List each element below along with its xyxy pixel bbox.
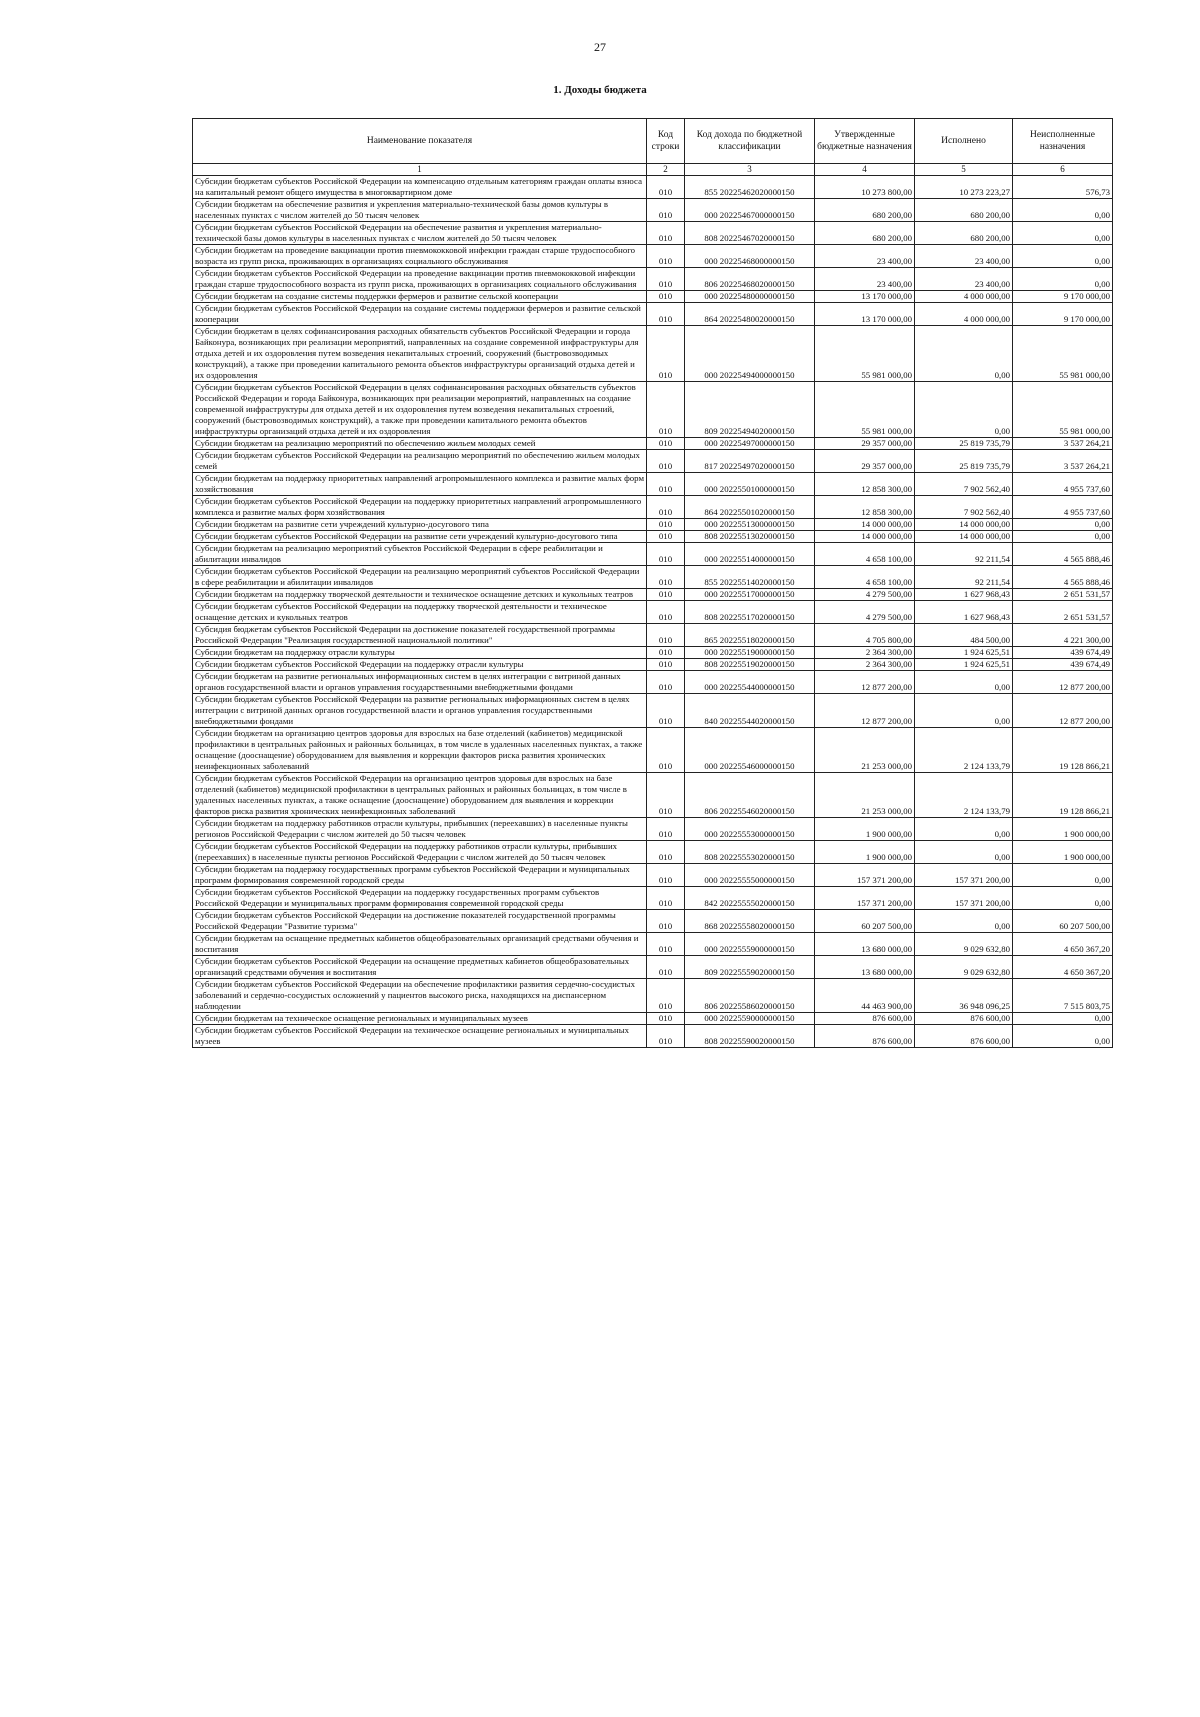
row-income-code: 000 20225555000000150 xyxy=(685,864,815,887)
row-name: Субсидии бюджетам субъектов Российской Федерации на проведение вакцинации против пневмококковой инфекции граждан старше трудоспособного возраста из групп риска, проживающих в организациях социального обслуживания xyxy=(193,268,647,291)
row-line-code: 010 xyxy=(647,864,685,887)
row-line-code: 010 xyxy=(647,818,685,841)
row-executed: 0,00 xyxy=(915,694,1013,728)
row-name: Субсидии бюджетам на организацию центров здоровья для взрослых на базе отделений (кабинетов) медицинской профилактики в центральных районных и районных больницах, в том числе в удаленных населенных пунктах, а также оснащение (дооснащение) оборудованием для выявления и коррекции факторов риска развития хронических неинфекционных заболеваний xyxy=(193,728,647,773)
table-row xyxy=(193,543,1113,566)
table-row xyxy=(193,382,1113,438)
column-number-row xyxy=(193,164,1113,176)
table-row xyxy=(193,291,1113,303)
row-unexecuted: 439 674,49 xyxy=(1013,647,1113,659)
row-line-code: 010 xyxy=(647,1025,685,1048)
row-name: Субсидии бюджетам субъектов Российской Федерации на достижение показателей государственной программы Российской Федерации "Развитие туризма" xyxy=(193,910,647,933)
row-unexecuted: 55 981 000,00 xyxy=(1013,382,1113,438)
row-line-code: 010 xyxy=(647,450,685,473)
row-unexecuted: 576,73 xyxy=(1013,176,1113,199)
table-row xyxy=(193,496,1113,519)
row-unexecuted: 0,00 xyxy=(1013,531,1113,543)
row-unexecuted: 1 900 000,00 xyxy=(1013,818,1113,841)
row-income-code: 808 20225467020000150 xyxy=(685,222,815,245)
row-approved: 4 279 500,00 xyxy=(815,601,915,624)
row-approved: 21 253 000,00 xyxy=(815,773,915,818)
row-name: Субсидии бюджетам субъектов Российской Федерации на создание системы поддержки фермеров и развитие сельской кооперации xyxy=(193,303,647,326)
row-name: Субсидии бюджетам на техническое оснащение региональных и муниципальных музеев xyxy=(193,1013,647,1025)
row-name: Субсидии бюджетам в целях софинансирования расходных обязательств субъектов Российской Федерации и города Байконура, возникающих при реализации мероприятий, направленных на создание современной инфраструктуры для отдыха детей и их оздоровления путем возведения некапитальных строений, сооружений (быстровозводимых конструкций), а также при проведении капитального ремонта объектов инфраструктуры организаций отдыха детей и их оздоровления xyxy=(193,326,647,382)
row-executed: 14 000 000,00 xyxy=(915,531,1013,543)
row-name: Субсидии бюджетам на поддержку приоритетных направлений агропромышленного комплекса и развитие малых форм хозяйствования xyxy=(193,473,647,496)
row-approved: 13 170 000,00 xyxy=(815,291,915,303)
row-line-code: 010 xyxy=(647,291,685,303)
row-approved: 29 357 000,00 xyxy=(815,450,915,473)
row-income-code: 806 20225586020000150 xyxy=(685,979,815,1013)
row-line-code: 010 xyxy=(647,326,685,382)
row-unexecuted: 4 955 737,60 xyxy=(1013,473,1113,496)
row-executed: 9 029 632,80 xyxy=(915,956,1013,979)
row-line-code: 010 xyxy=(647,624,685,647)
row-approved: 13 680 000,00 xyxy=(815,933,915,956)
row-line-code: 010 xyxy=(647,496,685,519)
row-line-code: 010 xyxy=(647,543,685,566)
table-row xyxy=(193,519,1113,531)
row-executed: 9 029 632,80 xyxy=(915,933,1013,956)
row-name: Субсидии бюджетам на поддержку государственных программ субъектов Российской Федерации и муниципальных программ формирования современной городской среды xyxy=(193,864,647,887)
row-name: Субсидии бюджетам субъектов Российской Федерации на оснащение предметных кабинетов общеобразовательных организаций средствами обучения и воспитания xyxy=(193,956,647,979)
row-income-code: 868 20225558020000150 xyxy=(685,910,815,933)
header-row xyxy=(193,119,1113,164)
row-name: Субсидии бюджетам на реализацию мероприятий субъектов Российской Федерации в сфере реабилитации и абилитации инвалидов xyxy=(193,543,647,566)
table-row xyxy=(193,624,1113,647)
row-approved: 14 000 000,00 xyxy=(815,519,915,531)
row-name: Субсидии бюджетам на проведение вакцинации против пневмококковой инфекции граждан старше трудоспособного возраста из групп риска, проживающих в организациях социального обслуживания xyxy=(193,245,647,268)
row-income-code: 000 20225497000000150 xyxy=(685,438,815,450)
row-name: Субсидии бюджетам субъектов Российской Федерации на компенсацию отдельным категориям граждан оплаты взноса на капитальный ремонт общего имущества в многоквартирном доме xyxy=(193,176,647,199)
table-row xyxy=(193,979,1113,1013)
row-income-code: 000 20225480000000150 xyxy=(685,291,815,303)
table-row xyxy=(193,245,1113,268)
row-line-code: 010 xyxy=(647,268,685,291)
column-number: 2 xyxy=(647,164,685,176)
row-name: Субсидии бюджетам субъектов Российской Федерации на поддержку работников отрасли культуры, прибывших (переехавших) в населенные пункты регионов Российской Федерации с числом жителей до 50 тысяч человек xyxy=(193,841,647,864)
row-income-code: 817 20225497020000150 xyxy=(685,450,815,473)
row-unexecuted: 0,00 xyxy=(1013,245,1113,268)
row-line-code: 010 xyxy=(647,473,685,496)
row-executed: 0,00 xyxy=(915,326,1013,382)
row-line-code: 010 xyxy=(647,728,685,773)
row-unexecuted: 0,00 xyxy=(1013,1025,1113,1048)
row-unexecuted: 0,00 xyxy=(1013,887,1113,910)
row-unexecuted: 9 170 000,00 xyxy=(1013,303,1113,326)
table-row xyxy=(193,326,1113,382)
row-name: Субсидии бюджетам на поддержку отрасли культуры xyxy=(193,647,647,659)
row-approved: 14 000 000,00 xyxy=(815,531,915,543)
row-unexecuted: 55 981 000,00 xyxy=(1013,326,1113,382)
row-income-code: 000 20225517000000150 xyxy=(685,589,815,601)
row-approved: 55 981 000,00 xyxy=(815,382,915,438)
row-executed: 680 200,00 xyxy=(915,199,1013,222)
row-unexecuted: 0,00 xyxy=(1013,222,1113,245)
row-unexecuted: 9 170 000,00 xyxy=(1013,291,1113,303)
header-line-code: Код строки xyxy=(647,119,685,164)
table-row xyxy=(193,268,1113,291)
row-unexecuted: 2 651 531,57 xyxy=(1013,601,1113,624)
row-unexecuted: 0,00 xyxy=(1013,1013,1113,1025)
row-executed: 25 819 735,79 xyxy=(915,438,1013,450)
row-line-code: 010 xyxy=(647,659,685,671)
table-row xyxy=(193,773,1113,818)
row-executed: 2 124 133,79 xyxy=(915,728,1013,773)
column-number: 6 xyxy=(1013,164,1113,176)
row-line-code: 010 xyxy=(647,199,685,222)
row-approved: 4 658 100,00 xyxy=(815,543,915,566)
row-unexecuted: 439 674,49 xyxy=(1013,659,1113,671)
row-line-code: 010 xyxy=(647,979,685,1013)
row-income-code: 000 20225468000000150 xyxy=(685,245,815,268)
row-line-code: 010 xyxy=(647,222,685,245)
header-approved: Утвержденные бюджетные назначения xyxy=(815,119,915,164)
row-approved: 12 858 300,00 xyxy=(815,496,915,519)
row-approved: 157 371 200,00 xyxy=(815,887,915,910)
row-approved: 1 900 000,00 xyxy=(815,818,915,841)
row-name: Субсидии бюджетам субъектов Российской Федерации в целях софинансирования расходных обязательств субъектов Российской Федерации и города Байконура, возникающих при реализации мероприятий, направленных на создание современной инфраструктуры для отдыха детей и их оздоровления путем возведения некапитальных строений, сооружений (быстровозводимых конструкций), а также при проведении капитального ремонта объектов инфраструктуры организаций отдыха детей и их оздоровления xyxy=(193,382,647,438)
table-row xyxy=(193,199,1113,222)
header-executed: Исполнено xyxy=(915,119,1013,164)
row-executed: 0,00 xyxy=(915,818,1013,841)
row-approved: 29 357 000,00 xyxy=(815,438,915,450)
header-income-code: Код дохода по бюджетной классификации xyxy=(685,119,815,164)
row-approved: 876 600,00 xyxy=(815,1025,915,1048)
table-row xyxy=(193,1025,1113,1048)
row-unexecuted: 4 565 888,46 xyxy=(1013,543,1113,566)
row-executed: 1 627 968,43 xyxy=(915,589,1013,601)
row-line-code: 010 xyxy=(647,303,685,326)
row-unexecuted: 19 128 866,21 xyxy=(1013,773,1113,818)
row-income-code: 000 20225559000000150 xyxy=(685,933,815,956)
row-unexecuted: 0,00 xyxy=(1013,864,1113,887)
row-line-code: 010 xyxy=(647,601,685,624)
header-unexecuted: Неисполненные назначения xyxy=(1013,119,1113,164)
row-executed: 23 400,00 xyxy=(915,268,1013,291)
row-line-code: 010 xyxy=(647,647,685,659)
table-row xyxy=(193,910,1113,933)
row-income-code: 808 20225553020000150 xyxy=(685,841,815,864)
row-approved: 2 364 300,00 xyxy=(815,647,915,659)
row-income-code: 000 20225501000000150 xyxy=(685,473,815,496)
row-approved: 876 600,00 xyxy=(815,1013,915,1025)
row-name: Субсидии бюджетам на реализацию мероприятий по обеспечению жильем молодых семей xyxy=(193,438,647,450)
row-unexecuted: 7 515 803,75 xyxy=(1013,979,1113,1013)
row-unexecuted: 0,00 xyxy=(1013,519,1113,531)
row-executed: 0,00 xyxy=(915,910,1013,933)
row-income-code: 855 20225462020000150 xyxy=(685,176,815,199)
row-approved: 21 253 000,00 xyxy=(815,728,915,773)
row-income-code: 865 20225518020000150 xyxy=(685,624,815,647)
row-unexecuted: 4 955 737,60 xyxy=(1013,496,1113,519)
row-line-code: 010 xyxy=(647,531,685,543)
row-approved: 12 858 300,00 xyxy=(815,473,915,496)
table-row xyxy=(193,864,1113,887)
row-executed: 0,00 xyxy=(915,671,1013,694)
row-income-code: 855 20225514020000150 xyxy=(685,566,815,589)
table-row xyxy=(193,589,1113,601)
row-income-code: 809 20225494020000150 xyxy=(685,382,815,438)
row-unexecuted: 3 537 264,21 xyxy=(1013,450,1113,473)
table-row xyxy=(193,566,1113,589)
table-row xyxy=(193,818,1113,841)
row-income-code: 864 20225480020000150 xyxy=(685,303,815,326)
row-name: Субсидии бюджетам субъектов Российской Федерации на реализацию мероприятий субъектов Российской Федерации в сфере реабилитации и абилитации инвалидов xyxy=(193,566,647,589)
row-income-code: 806 20225468020000150 xyxy=(685,268,815,291)
row-approved: 13 170 000,00 xyxy=(815,303,915,326)
row-executed: 1 627 968,43 xyxy=(915,601,1013,624)
header-name: Наименование показателя xyxy=(193,119,647,164)
table-row xyxy=(193,956,1113,979)
row-approved: 680 200,00 xyxy=(815,199,915,222)
row-name: Субсидии бюджетам субъектов Российской Федерации на поддержку отрасли культуры xyxy=(193,659,647,671)
row-income-code: 840 20225544020000150 xyxy=(685,694,815,728)
table-row xyxy=(193,933,1113,956)
row-unexecuted: 4 565 888,46 xyxy=(1013,566,1113,589)
row-approved: 23 400,00 xyxy=(815,245,915,268)
row-executed: 7 902 562,40 xyxy=(915,473,1013,496)
row-executed: 876 600,00 xyxy=(915,1013,1013,1025)
row-income-code: 808 20225513020000150 xyxy=(685,531,815,543)
row-line-code: 010 xyxy=(647,1013,685,1025)
row-line-code: 010 xyxy=(647,245,685,268)
row-name: Субсидии бюджетам на поддержку творческой деятельности и техническое оснащение детских и кукольных театров xyxy=(193,589,647,601)
table-row xyxy=(193,438,1113,450)
table-row xyxy=(193,887,1113,910)
row-income-code: 000 20225494000000150 xyxy=(685,326,815,382)
table-row xyxy=(193,450,1113,473)
row-approved: 4 705 800,00 xyxy=(815,624,915,647)
row-unexecuted: 19 128 866,21 xyxy=(1013,728,1113,773)
row-executed: 157 371 200,00 xyxy=(915,887,1013,910)
table-row xyxy=(193,671,1113,694)
row-executed: 10 273 223,27 xyxy=(915,176,1013,199)
table-row xyxy=(193,222,1113,245)
row-income-code: 000 20225514000000150 xyxy=(685,543,815,566)
column-number: 5 xyxy=(915,164,1013,176)
row-approved: 10 273 800,00 xyxy=(815,176,915,199)
row-executed: 1 924 625,51 xyxy=(915,647,1013,659)
row-name: Субсидии бюджетам на оснащение предметных кабинетов общеобразовательных организаций средствами обучения и воспитания xyxy=(193,933,647,956)
row-income-code: 864 20225501020000150 xyxy=(685,496,815,519)
table-row xyxy=(193,1013,1113,1025)
row-approved: 13 680 000,00 xyxy=(815,956,915,979)
row-income-code: 000 20225544000000150 xyxy=(685,671,815,694)
row-unexecuted: 4 650 367,20 xyxy=(1013,956,1113,979)
row-unexecuted: 4 221 300,00 xyxy=(1013,624,1113,647)
table-row xyxy=(193,728,1113,773)
row-approved: 4 658 100,00 xyxy=(815,566,915,589)
section-title: 1. Доходы бюджета xyxy=(553,84,647,96)
row-line-code: 010 xyxy=(647,519,685,531)
row-executed: 4 000 000,00 xyxy=(915,291,1013,303)
row-name: Субсидии бюджетам на обеспечение развития и укрепления материально-технической базы домов культуры в населенных пунктах с числом жителей до 50 тысяч человек xyxy=(193,199,647,222)
row-name: Субсидии бюджетам субъектов Российской Федерации на техническое оснащение региональных и муниципальных музеев xyxy=(193,1025,647,1048)
row-name: Субсидии бюджетам субъектов Российской Федерации на обеспечение профилактики развития сердечно-сосудистых заболеваний и сердечно-сосудистых осложнений у пациентов высокого риска, находящихся на диспансерном наблюдении xyxy=(193,979,647,1013)
column-number: 3 xyxy=(685,164,815,176)
column-number: 4 xyxy=(815,164,915,176)
table-row xyxy=(193,601,1113,624)
row-executed: 92 211,54 xyxy=(915,566,1013,589)
column-number: 1 xyxy=(193,164,647,176)
row-name: Субсидии бюджетам субъектов Российской Федерации на поддержку творческой деятельности и техническое оснащение детских и кукольных театров xyxy=(193,601,647,624)
row-name: Субсидия бюджетам субъектов Российской Федерации на достижение показателей государственной программы Российской Федерации "Реализация государственной национальной политики" xyxy=(193,624,647,647)
row-income-code: 000 20225513000000150 xyxy=(685,519,815,531)
row-unexecuted: 4 650 367,20 xyxy=(1013,933,1113,956)
row-executed: 23 400,00 xyxy=(915,245,1013,268)
row-line-code: 010 xyxy=(647,841,685,864)
row-name: Субсидии бюджетам на создание системы поддержки фермеров и развитие сельской кооперации xyxy=(193,291,647,303)
row-name: Субсидии бюджетам субъектов Российской Федерации на обеспечение развития и укрепления материально-технической базы домов культуры в населенных пунктах с числом жителей до 50 тысяч человек xyxy=(193,222,647,245)
row-income-code: 809 20225559020000150 xyxy=(685,956,815,979)
row-approved: 55 981 000,00 xyxy=(815,326,915,382)
row-unexecuted: 1 900 000,00 xyxy=(1013,841,1113,864)
row-name: Субсидии бюджетам субъектов Российской Федерации на поддержку государственных программ субъектов Российской Федерации и муниципальных программ формирования современной городской среды xyxy=(193,887,647,910)
table-row xyxy=(193,694,1113,728)
row-approved: 12 877 200,00 xyxy=(815,694,915,728)
row-approved: 60 207 500,00 xyxy=(815,910,915,933)
row-unexecuted: 0,00 xyxy=(1013,199,1113,222)
row-name: Субсидии бюджетам субъектов Российской Федерации на развитие региональных информационных систем в целях интеграции с витриной данных органов государственной власти и органов управления государственными внебюджетными фондами xyxy=(193,694,647,728)
row-line-code: 010 xyxy=(647,773,685,818)
row-unexecuted: 12 877 200,00 xyxy=(1013,694,1113,728)
row-unexecuted: 0,00 xyxy=(1013,268,1113,291)
row-line-code: 010 xyxy=(647,589,685,601)
row-income-code: 808 20225590020000150 xyxy=(685,1025,815,1048)
table-row xyxy=(193,841,1113,864)
row-income-code: 000 20225546000000150 xyxy=(685,728,815,773)
table-row xyxy=(193,176,1113,199)
row-income-code: 000 20225553000000150 xyxy=(685,818,815,841)
row-income-code: 808 20225517020000150 xyxy=(685,601,815,624)
table-row xyxy=(193,531,1113,543)
row-line-code: 010 xyxy=(647,887,685,910)
row-income-code: 842 20225555020000150 xyxy=(685,887,815,910)
row-line-code: 010 xyxy=(647,438,685,450)
row-unexecuted: 12 877 200,00 xyxy=(1013,671,1113,694)
row-line-code: 010 xyxy=(647,671,685,694)
row-income-code: 000 20225519000000150 xyxy=(685,647,815,659)
row-name: Субсидии бюджетам субъектов Российской Федерации на поддержку приоритетных направлений агропромышленного комплекса и развитие малых форм хозяйствования xyxy=(193,496,647,519)
row-line-code: 010 xyxy=(647,566,685,589)
row-name: Субсидии бюджетам субъектов Российской Федерации на организацию центров здоровья для взрослых на базе отделений (кабинетов) медицинской профилактики в центральных районных и районных больницах, в том числе в удаленных населенных пунктах, а также оснащение (дооснащение) оборудованием для выявления и коррекции факторов риска развития хронических неинфекционных заболеваний xyxy=(193,773,647,818)
row-approved: 12 877 200,00 xyxy=(815,671,915,694)
row-income-code: 000 20225590000000150 xyxy=(685,1013,815,1025)
row-executed: 157 371 200,00 xyxy=(915,864,1013,887)
row-approved: 1 900 000,00 xyxy=(815,841,915,864)
row-name: Субсидии бюджетам субъектов Российской Федерации на реализацию мероприятий по обеспечению жильем молодых семей xyxy=(193,450,647,473)
row-executed: 2 124 133,79 xyxy=(915,773,1013,818)
row-line-code: 010 xyxy=(647,694,685,728)
table-row xyxy=(193,659,1113,671)
table-row xyxy=(193,303,1113,326)
row-unexecuted: 3 537 264,21 xyxy=(1013,438,1113,450)
row-line-code: 010 xyxy=(647,382,685,438)
row-executed: 7 902 562,40 xyxy=(915,496,1013,519)
row-name: Субсидии бюджетам субъектов Российской Федерации на развитие сети учреждений культурно-досугового типа xyxy=(193,531,647,543)
row-executed: 484 500,00 xyxy=(915,624,1013,647)
income-table xyxy=(192,118,1113,1048)
row-approved: 157 371 200,00 xyxy=(815,864,915,887)
row-executed: 14 000 000,00 xyxy=(915,519,1013,531)
row-line-code: 010 xyxy=(647,956,685,979)
row-unexecuted: 60 207 500,00 xyxy=(1013,910,1113,933)
row-unexecuted: 2 651 531,57 xyxy=(1013,589,1113,601)
row-name: Субсидии бюджетам на развитие региональных информационных систем в целях интеграции с витриной данных органов государственной власти и органов управления государственными внебюджетными фондами xyxy=(193,671,647,694)
row-line-code: 010 xyxy=(647,933,685,956)
row-executed: 876 600,00 xyxy=(915,1025,1013,1048)
row-executed: 92 211,54 xyxy=(915,543,1013,566)
page-number: 27 xyxy=(594,40,606,54)
row-executed: 1 924 625,51 xyxy=(915,659,1013,671)
row-income-code: 808 20225519020000150 xyxy=(685,659,815,671)
row-executed: 36 948 096,25 xyxy=(915,979,1013,1013)
row-executed: 680 200,00 xyxy=(915,222,1013,245)
table-row xyxy=(193,473,1113,496)
row-income-code: 000 20225467000000150 xyxy=(685,199,815,222)
row-executed: 25 819 735,79 xyxy=(915,450,1013,473)
row-executed: 4 000 000,00 xyxy=(915,303,1013,326)
row-executed: 0,00 xyxy=(915,841,1013,864)
row-approved: 680 200,00 xyxy=(815,222,915,245)
row-executed: 0,00 xyxy=(915,382,1013,438)
row-approved: 2 364 300,00 xyxy=(815,659,915,671)
row-name: Субсидии бюджетам на развитие сети учреждений культурно-досугового типа xyxy=(193,519,647,531)
table-row xyxy=(193,647,1113,659)
row-approved: 44 463 900,00 xyxy=(815,979,915,1013)
row-line-code: 010 xyxy=(647,176,685,199)
row-approved: 4 279 500,00 xyxy=(815,589,915,601)
row-approved: 23 400,00 xyxy=(815,268,915,291)
row-line-code: 010 xyxy=(647,910,685,933)
row-income-code: 806 20225546020000150 xyxy=(685,773,815,818)
row-name: Субсидии бюджетам на поддержку работников отрасли культуры, прибывших (переехавших) в населенные пункты регионов Российской Федерации с числом жителей до 50 тысяч человек xyxy=(193,818,647,841)
